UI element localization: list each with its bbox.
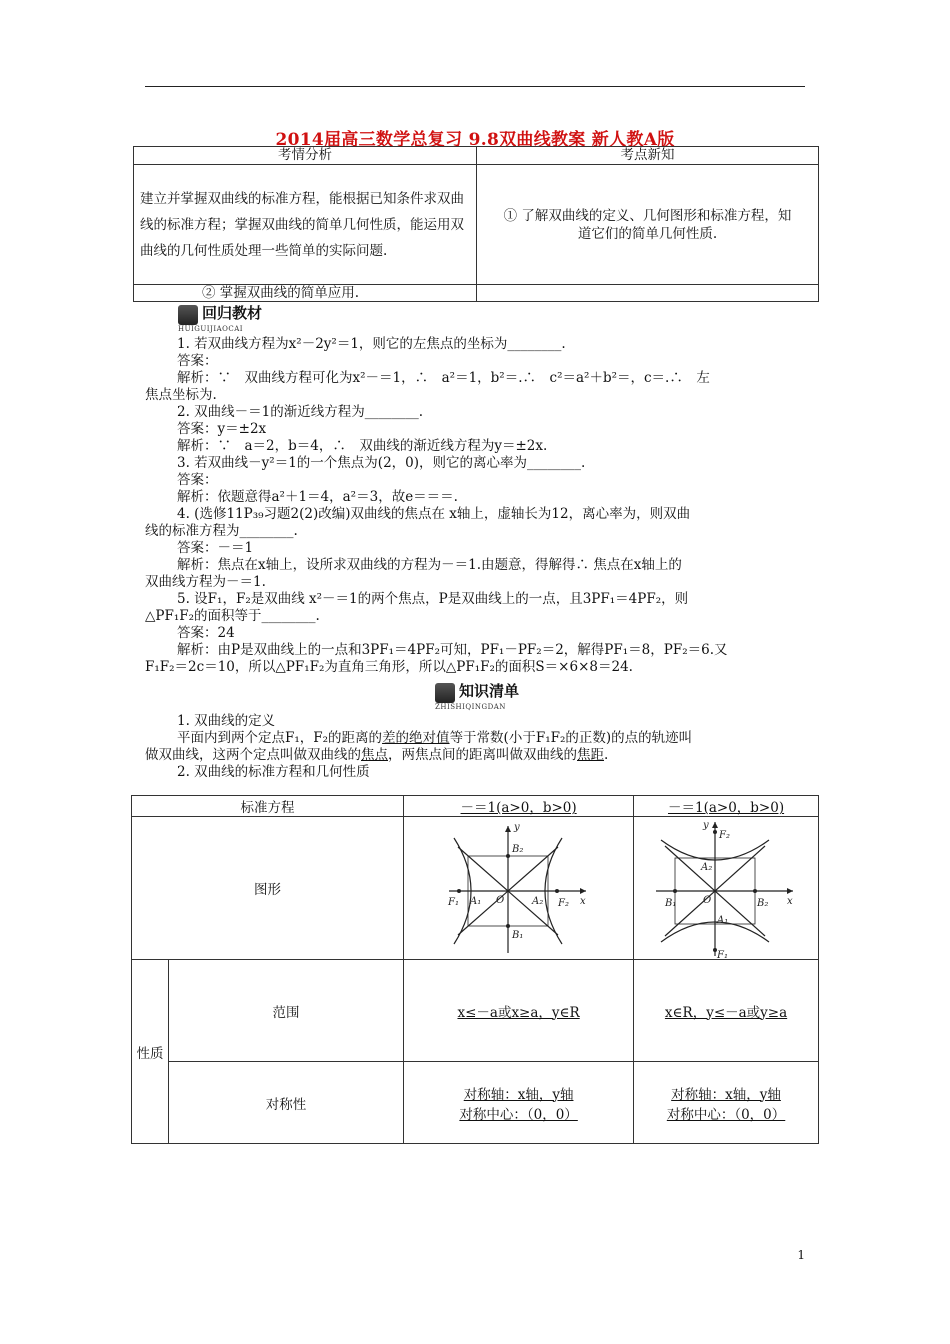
symmetry-value-2 [634,1062,819,1144]
blank-answer: 焦点 [361,747,388,763]
text: 等于常数(小于F₁F₂的正数)的点的轨迹叫 [449,730,693,746]
b1-label: B₁ [511,930,523,941]
b2-label: B₂ [757,898,769,909]
overview-col2-header: 考点新知 [477,147,819,165]
a1-label: A₁ [717,915,729,926]
range-value-1 [404,960,634,1062]
properties-label: 性质 [132,960,169,1144]
axis-x-label: x [787,896,793,907]
range-value-2 [634,960,819,1062]
section-title: 知识清单 [459,682,520,700]
def-line1 [145,730,805,747]
text-line: △PF₁F₂的面积等于________. [145,608,320,624]
overview-empty-cell [477,285,819,302]
arrow-icon [435,683,455,703]
section-pinyin: HUIGUIJIAOCAI [178,324,244,333]
graph-label: 图形 [132,817,404,960]
def-line2 [145,747,805,764]
book-icon [178,305,198,325]
range2-text: x∈R，y≤－a或y≥a [664,1004,788,1021]
text-line: 解析：依题意得a²＋1＝4，a²＝3，故e＝＝＝. [177,489,458,505]
sym-axis-text: 对称轴：x轴，y轴 [671,1086,781,1103]
blank-answer: 焦距 [577,747,604,763]
graph-cell-2 [634,817,819,960]
page-number: 1 [797,1248,805,1262]
axis-y-label: y [703,820,709,831]
b1-label: B₁ [665,898,677,909]
axis-y-label: y [513,822,520,833]
text-line: 5. 设F₁，F₂是双曲线 x²－＝1的两个焦点，P是双曲线上的一点，且3PF₁＝4PF₂，则 [177,591,689,607]
text-line: 1. 若双曲线方程为x²－2y²＝1，则它的左焦点的坐标为________. [177,336,566,352]
text-line: 4. (选修11P₃₉习题2(2)改编)双曲线的焦点在 x轴上，虚轴长为12，离心率为，则双曲 [177,506,691,522]
header-rule [145,86,805,87]
text-line: 解析：∵ 双曲线方程可化为x²－＝1，∴ a²＝1，b²＝.∴ c²＝a²＋b²＝，c＝.∴ 左 [177,370,710,386]
hyperbola-vertical-figure [651,818,801,958]
graph-cell-1 [404,817,634,960]
text-line: 解析：由P是双曲线上的一点和3PF₁＝4PF₂可知，PF₁－PF₂＝2，解得PF₁＝8，PF₂＝6.又 [177,642,728,658]
sym-center-text: 对称中心：（0，0） [459,1106,578,1123]
axis-x-label: x [579,896,586,907]
overview-col1-second: ② 掌握双曲线的简单应用. [134,285,477,302]
overview-table [133,146,819,302]
f2-label: F₂ [719,830,730,841]
text: . [604,747,609,763]
a2-label: A₂ [701,862,713,873]
def-heading2: 2. 双曲线的标准方程和几何性质 [177,764,370,780]
symmetry-label: 对称性 [169,1062,404,1144]
page-title: 2014届高三数学总复习 9.8双曲线教案 新人教A版 [275,130,675,150]
text-line: 解析：∵ a＝2，b＝4，∴ 双曲线的渐近线方程为y＝±2x. [177,438,548,454]
range1-text: x≤－a或x≥a，y∈R [457,1004,580,1021]
overview-col1-header: 考情分析 [134,147,477,165]
sym-center-text: 对称中心：（0，0） [666,1106,786,1123]
text-line: 答案： [177,472,218,488]
review-questions [145,336,805,676]
origin-label: O [495,895,504,906]
eq1-text: －＝1(a>0，b>0) [460,800,577,816]
f1-label: F₁ [717,950,728,958]
eq2-text: －＝1(a>0，b>0) [667,800,785,816]
text-line: 线的标准方程为________. [145,523,298,539]
text-line: 焦点坐标为. [145,387,217,403]
text-line: 答案：24 [177,625,235,641]
text-line: F₁F₂＝2c＝10，所以△PF₁F₂为直角三角形，所以△PF₁F₂的面积S＝×6×8＝24. [145,659,633,675]
text-line: 2. 双曲线－＝1的渐近线方程为________. [177,404,424,420]
def-heading: 1. 双曲线的定义 [177,713,276,729]
f2-label: F₂ [557,898,569,909]
sym-axis-text: 对称轴：x轴，y轴 [463,1086,574,1103]
b2-label: B₂ [511,844,523,855]
text-line: 答案：y＝±2x [177,421,267,437]
text-line: 双曲线方程为－＝1. [145,574,266,590]
range-label: 范围 [169,960,404,1062]
section-title: 回归教材 [202,304,263,322]
header-std-eq: 标准方程 [132,796,404,817]
properties-table [131,795,819,1144]
overview-col2-text: ① 了解双曲线的定义、几何图形和标准方程，知道它们的简单几何性质. [477,165,819,285]
header-eq1 [404,796,634,817]
text: ，两焦点间的距离叫做双曲线的 [388,747,577,763]
text-line: 解析：焦点在x轴上，设所求双曲线的方程为－＝1.由题意，得解得∴ 焦点在x轴上的 [177,557,682,573]
text-line: 答案： [177,353,218,369]
header-eq2 [634,796,819,817]
text-line: 3. 若双曲线－y²＝1的一个焦点为(2，0)，则它的离心率为________. [177,455,586,471]
text: 做双曲线，这两个定点叫做双曲线的 [145,747,361,763]
a1-label: A₁ [469,896,481,907]
section-header-huigui [178,302,262,333]
text-line: 答案：－＝1 [177,540,254,556]
a2-label: A₂ [531,896,543,907]
section-header-zhishi [435,680,519,711]
f1-label: F₁ [447,897,459,908]
definition-block [145,713,805,781]
origin-label: O [703,895,712,906]
overview-col1-text: 建立并掌握双曲线的标准方程，能根据已知条件求双曲线的标准方程；掌握双曲线的简单几何性质，能运用双曲线的几何性质处理一些简单的实际问题. [134,165,477,285]
text: 平面内到两个定点F₁，F₂的距离的 [177,730,383,746]
hyperbola-horizontal-figure [444,818,594,958]
blank-answer: 差的绝对值 [382,730,450,746]
symmetry-value-1 [404,1062,634,1144]
section-pinyin: ZHISHIQINGDAN [435,702,506,711]
